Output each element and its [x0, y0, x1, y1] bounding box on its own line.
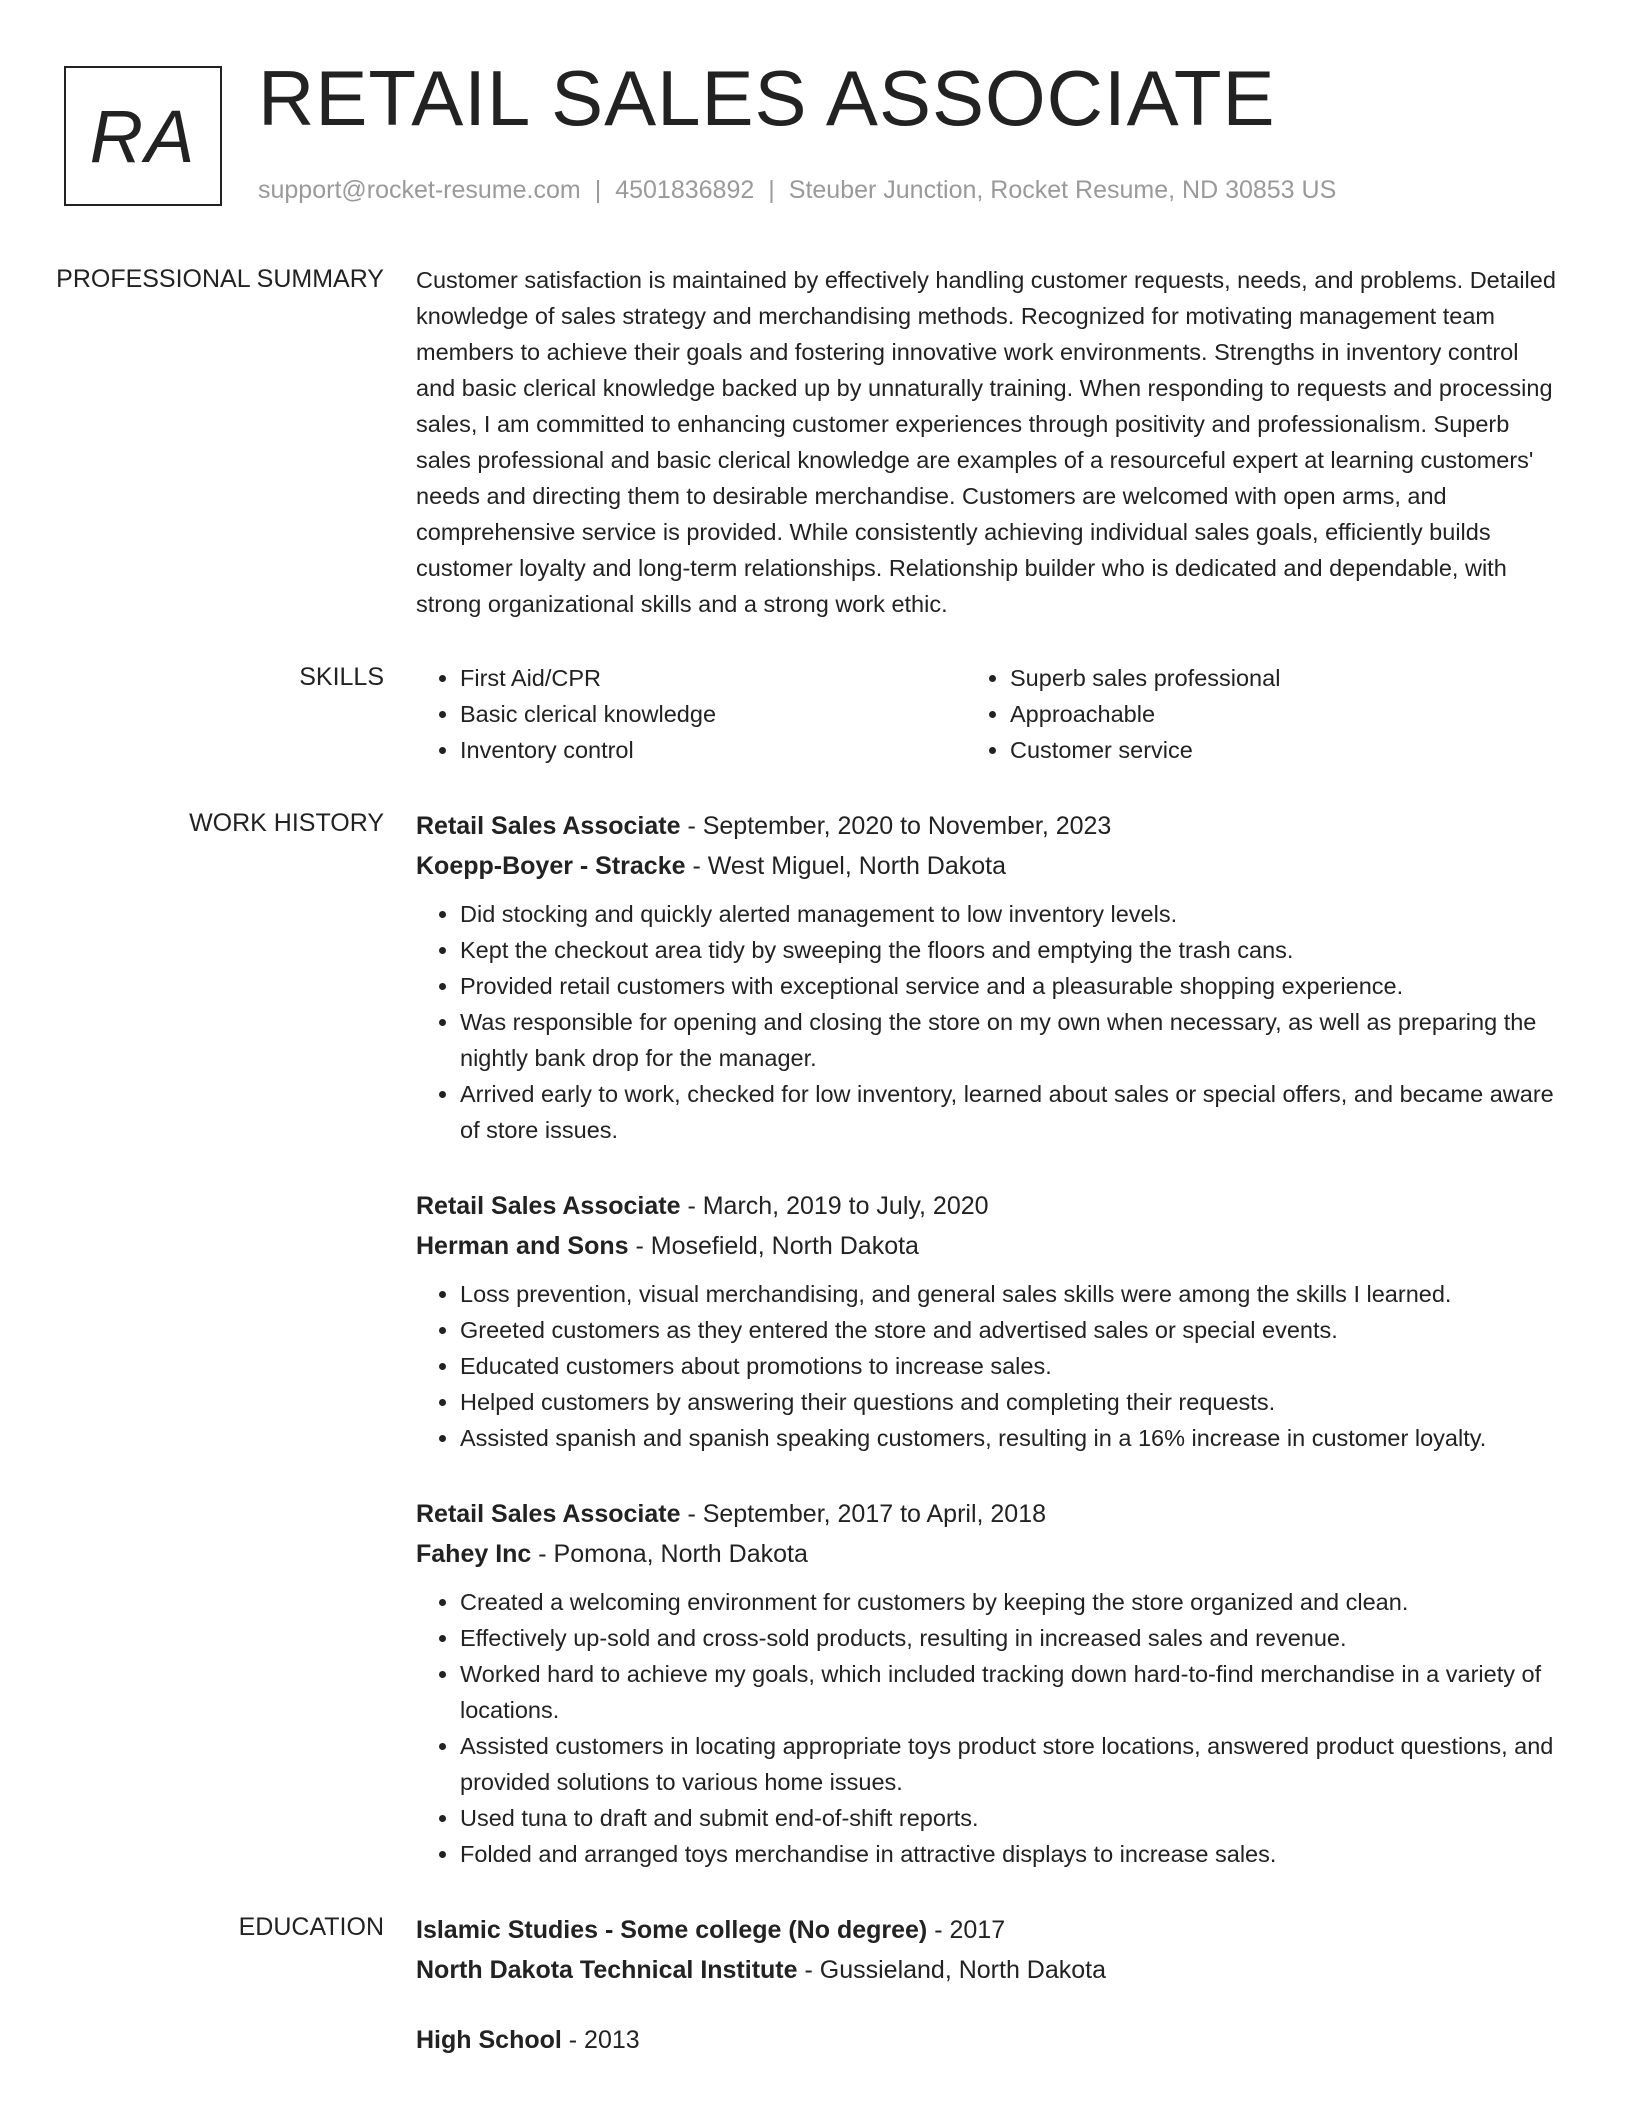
job-title-line — [416, 1186, 1564, 1226]
education-degree-line — [416, 2020, 1564, 2060]
education-section — [0, 1910, 1632, 2090]
contact-separator: | — [768, 176, 775, 204]
work-history-body — [416, 806, 1564, 1872]
job-entry — [416, 806, 1564, 1148]
job-bullet: • Effectively up-sold and cross-sold products, resulting in increased sales and revenue. — [460, 1620, 1564, 1656]
education-body — [416, 1910, 1564, 2090]
job-bullet: • Was responsible for opening and closing the store on my own when necessary, as well as preparing the nightly bank drop for the manager. — [460, 1004, 1564, 1076]
section-title-summary: PROFESSIONAL SUMMARY — [56, 265, 384, 293]
job-bullet: • Helped customers by answering their questions and completing their requests. — [460, 1384, 1564, 1420]
job-bullet: • Educated customers about promotions to increase sales. — [460, 1348, 1564, 1384]
job-bullet: • Kept the checkout area tidy by sweeping the floors and emptying the trash cans. — [460, 932, 1564, 968]
section-title-work-history: WORK HISTORY — [189, 809, 384, 837]
job-company-line — [416, 1226, 1564, 1266]
job-bullet: • Greeted customers as they entered the store and advertised sales or special events. — [460, 1312, 1564, 1348]
job-bullets — [416, 896, 1564, 1148]
job-bullets — [416, 1276, 1564, 1456]
job-location: - West Miguel, North Dakota — [692, 852, 1007, 880]
summary-text: Customer satisfaction is maintained by effectively handling customer requests, needs, and problems. Detailed knowledge of sales strategy and merchandising methods. Recognized for motivating management team members to achieve their goals and fostering innovative work environments. Strengths in inventory control and basic clerical knowledge backed up by unnaturally training. When responding to requests and processing sales, I am committed to enhancing customer experiences through positivity and professionalism. Superb sales professional and basic clerical knowledge are examples of a resourceful expert at learning customers' needs and directing them to desirable merchandise. Customers are welcomed with open arms, and comprehensive service is provided. While consistently achieving individual sales goals, efficiently builds customer loyalty and long-term relationships. Relationship builder who is dedicated and dependable, with strong organizational skills and a strong work ethic. — [416, 267, 1556, 617]
job-entry — [416, 1186, 1564, 1456]
education-degree-line — [416, 1910, 1564, 1950]
contact-phone: 4501836892 — [615, 176, 755, 204]
education-year: - 2013 — [568, 2026, 640, 2054]
skills-body — [416, 660, 1564, 768]
section-title-skills: SKILLS — [299, 663, 384, 691]
education-school: North Dakota Technical Institute — [416, 1956, 798, 1984]
skill-item: • Superb sales professional — [1010, 660, 1516, 696]
job-bullet: • Folded and arranged toys merchandise in attractive displays to increase sales. — [460, 1836, 1564, 1872]
job-company: Herman and Sons — [416, 1232, 629, 1260]
education-school-line — [416, 1950, 1564, 1990]
job-bullet: • Assisted spanish and spanish speaking customers, resulting in a 16% increase in customer loyalty. — [460, 1420, 1564, 1456]
job-bullet: • Loss prevention, visual merchandising, and general sales skills were among the skills I learned. — [460, 1276, 1564, 1312]
skills-section — [0, 660, 1632, 768]
candidate-name: RETAIL SALES ASSOCIATE — [258, 54, 1276, 142]
job-company-line — [416, 1534, 1564, 1574]
job-dates: - March, 2019 to July, 2020 — [687, 1192, 989, 1220]
education-year: - 2017 — [934, 1916, 1006, 1944]
education-location: - Gussieland, North Dakota — [804, 1956, 1107, 1984]
job-entry — [416, 1494, 1564, 1872]
skill-item: • First Aid/CPR — [460, 660, 966, 696]
job-dates: - September, 2017 to April, 2018 — [687, 1500, 1047, 1528]
job-company-line — [416, 846, 1564, 886]
job-bullet: • Used tuna to draft and submit end-of-shift reports. — [460, 1800, 1564, 1836]
skill-item: • Approachable — [1010, 696, 1516, 732]
contact-email: support@rocket-resume.com — [258, 176, 581, 204]
summary-body — [416, 262, 1564, 622]
contact-separator: | — [594, 176, 602, 204]
job-title-line — [416, 1494, 1564, 1534]
job-role: Retail Sales Associate — [416, 1500, 681, 1528]
work-history-section — [0, 806, 1632, 1872]
skill-item: • Basic clerical knowledge — [460, 696, 966, 732]
summary-section — [0, 262, 1632, 622]
skills-column-2 — [966, 660, 1516, 768]
skill-item: • Inventory control — [460, 732, 966, 768]
education-entry — [416, 2020, 1564, 2060]
education-entry — [416, 1910, 1564, 1990]
job-bullet: • Assisted customers in locating appropriate toys product store locations, answered product questions, and provided solutions to various home issues. — [460, 1728, 1564, 1800]
job-title-line — [416, 806, 1564, 846]
job-bullet: • Worked hard to achieve my goals, which included tracking down hard-to-find merchandise in a variety of locations. — [460, 1656, 1564, 1728]
initials-monogram: RA — [64, 66, 222, 206]
section-title-education: EDUCATION — [238, 1913, 384, 1941]
education-degree: High School — [416, 2026, 562, 2054]
job-dates: - September, 2020 to November, 2023 — [687, 812, 1112, 840]
job-bullet: • Arrived early to work, checked for low inventory, learned about sales or special offers, and became aware of store issues. — [460, 1076, 1564, 1148]
job-company: Fahey Inc — [416, 1540, 532, 1568]
skills-column-1 — [416, 660, 966, 768]
job-bullet: • Created a welcoming environment for customers by keeping the store organized and clean. — [460, 1584, 1564, 1620]
skill-item: • Customer service — [1010, 732, 1516, 768]
job-role: Retail Sales Associate — [416, 812, 681, 840]
resume-content — [0, 262, 1632, 2128]
job-company: Koepp-Boyer - Stracke — [416, 852, 686, 880]
job-bullet: • Provided retail customers with exceptional service and a pleasurable shopping experience. — [460, 968, 1564, 1004]
contact-address: Steuber Junction, Rocket Resume, ND 30853 US — [788, 176, 1337, 204]
job-location: - Pomona, North Dakota — [538, 1540, 808, 1568]
contact-line — [258, 176, 1336, 205]
job-bullet: • Did stocking and quickly alerted management to low inventory levels. — [460, 896, 1564, 932]
job-bullets — [416, 1584, 1564, 1872]
job-role: Retail Sales Associate — [416, 1192, 681, 1220]
job-location: - Mosefield, North Dakota — [635, 1232, 919, 1260]
education-degree: Islamic Studies - Some college (No degree) — [416, 1916, 928, 1944]
